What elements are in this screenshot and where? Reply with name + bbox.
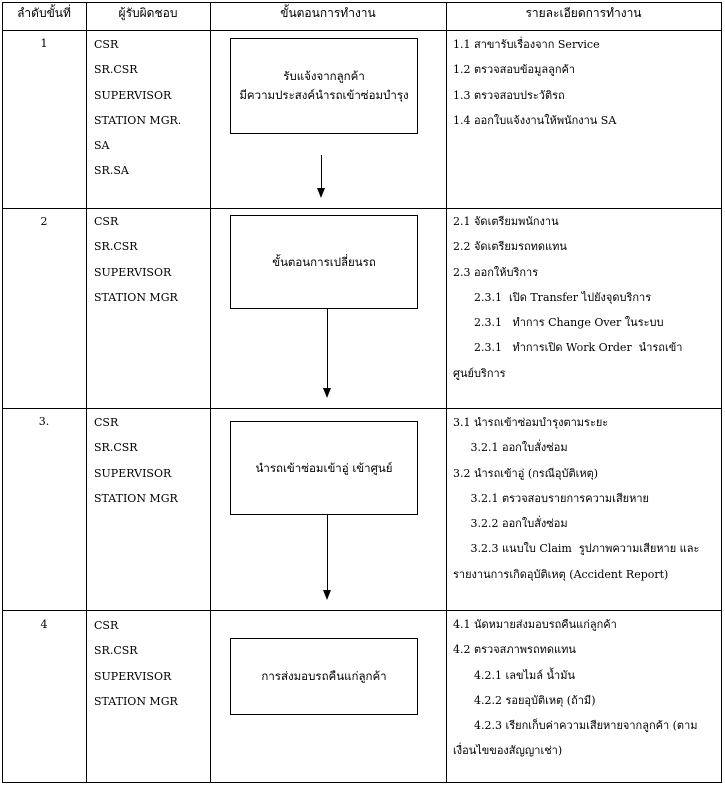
detail-line: 3.2.1 ออกใบสั่งซ่อม [453,441,568,455]
detail-line: 3.2.1 ตรวจสอบรายการความเสียหาย [453,491,649,505]
flow-arrow-line [327,515,328,591]
detail-line: 4.2 ตรวจสภาพรถทดแทน [453,643,576,657]
detail-line: 3.2.3 แนบใบ Claim รูปภาพความเสียหาย และ [453,542,700,556]
detail-line: 2.3 ออกให้บริการ [453,265,539,279]
row-2-details [453,209,682,386]
responsible-item: SR.SA [94,164,129,178]
step-box-2 [230,215,418,309]
flow-arrow-down-icon [323,388,331,398]
step-text: รับแจ้งจากลูกค้า [283,69,365,83]
responsible-item: STATION MGR [94,290,178,304]
row-3-details [453,410,699,587]
responsible-item: CSR [94,416,119,429]
responsible-item: SR.CSR [94,644,138,658]
header-details: รายละเอียดการทำงาน [525,6,642,20]
responsible-item: CSR [94,619,119,632]
detail-line: 1.4 ออกใบแจ้งงานให้พนักงาน SA [453,113,617,127]
flow-arrow-down-icon [323,590,331,600]
detail-line: 2.3.1 เปิด Transfer ไปยังจุดบริการ [453,290,652,304]
detail-line: เงื่อนไขของสัญญาเช่า) [453,744,563,758]
row-4-responsible [94,613,178,714]
flow-arrow-line [327,309,328,389]
responsible-item: SA [94,139,110,153]
flow-arrow-down-icon [317,188,325,198]
row-3-seq: 3. [38,415,50,428]
row-1-responsible [94,32,181,184]
step-text: มีความประสงค์นำรถเข้าซ่อมบำรุง [239,88,409,102]
step-text: ขั้นตอนการเปลี่ยนรถ [272,254,376,269]
detail-line: 4.2.1 เลขไมล์ น้ำมัน [453,668,575,682]
row-4-seq: 4 [40,618,48,631]
detail-line: 4.2.3 เรียกเก็บค่าความเสียหายจากลูกค้า (ตาม [453,719,698,733]
detail-line: ศูนย์บริการ [453,366,506,380]
responsible-item: SUPERVISOR [94,88,172,102]
detail-line: 4.1 นัดหมายส่งมอบรถคืนแก่ลูกค้า [453,618,617,631]
responsible-item: CSR [94,215,119,228]
step-box-4 [230,638,418,715]
responsible-item: STATION MGR [94,694,178,708]
detail-line: 2.1 จัดเตรียมพนักงาน [453,215,559,228]
responsible-item: SR.CSR [94,441,138,455]
detail-line: 1.3 ตรวจสอบประวัติรถ [453,88,565,102]
detail-line: 3.2.2 ออกใบสั่งซ่อม [453,517,568,531]
responsible-item: STATION MGR. [94,113,182,127]
flow-arrow-line [321,155,322,190]
row-1-seq: 1 [40,37,48,50]
detail-line: 4.2.2 รอยอุบัติเหตุ (ถ้ามี) [453,693,596,707]
responsible-item: SR.CSR [94,63,138,77]
row-4-details [453,612,698,764]
step-box-1 [230,38,418,134]
header-steps: ขั้นตอนการทำงาน [280,6,376,20]
row-2-seq: 2 [40,215,48,228]
detail-line: 1.2 ตรวจสอบข้อมูลลูกค้า [453,63,576,77]
step-text: นำรถเข้าซ่อมเข้าอู่ เข้าศูนย์ [255,460,393,475]
row-3-responsible [94,410,178,511]
row-2-responsible [94,209,178,310]
header-responsible: ผู้รับผิดชอบ [118,6,178,20]
detail-line: 2.3.1 ทำการ Change Over ในระบบ [453,316,664,330]
responsible-item: SUPERVISOR [94,265,172,279]
detail-line: 2.3.1 ทำการเปิด Work Order นำรถเข้า [453,341,683,355]
header-seq: ลำดับขั้นที่ [17,6,71,20]
responsible-item: SUPERVISOR [94,669,172,683]
responsible-item: STATION MGR [94,491,178,505]
detail-line: รายงานการเกิดอุบัติเหตุ (Accident Report) [453,567,669,581]
detail-line: 2.2 จัดเตรียมรถทดแทน [453,240,567,254]
responsible-item: SUPERVISOR [94,466,172,480]
detail-line: 3.2 นำรถเข้าอู่ (กรณีอุบัติเหตุ) [453,466,599,480]
detail-line: 1.1 สาขารับเรื่องจาก Service [453,38,600,51]
step-box-3 [230,421,418,515]
detail-line: 3.1 นำรถเข้าซ่อมบำรุงตามระยะ [453,416,609,429]
responsible-item: SR.CSR [94,240,138,254]
row-1-details [453,32,616,133]
responsible-item: CSR [94,38,119,51]
step-text: การส่งมอบรถคืนแก่ลูกค้า [261,669,387,683]
